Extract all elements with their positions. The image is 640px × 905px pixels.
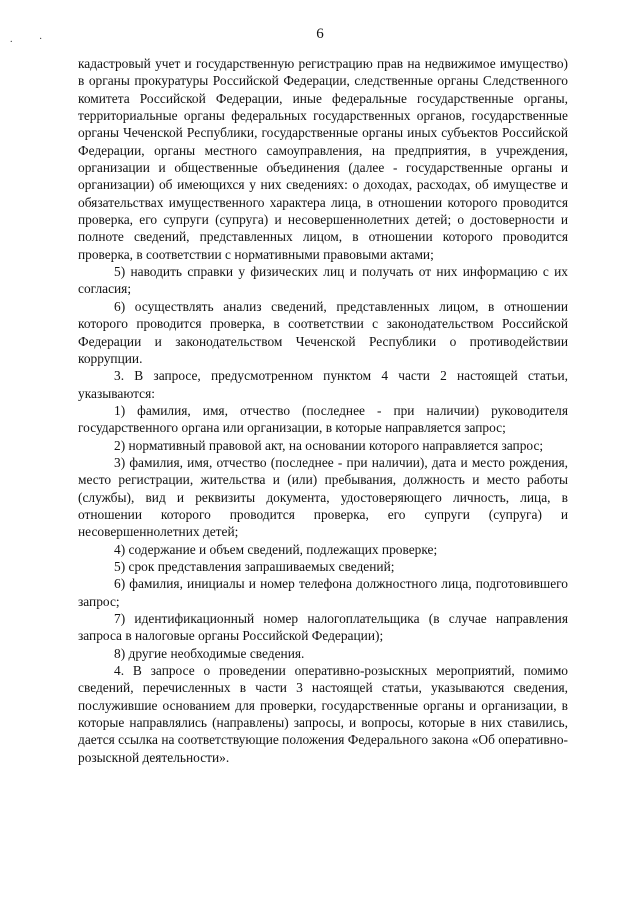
paragraph-part-3-item-6: 6) фамилия, инициалы и номер телефона должностного лица, подготовившего запрос; xyxy=(78,576,568,609)
paragraph-part-3-item-2: 2) нормативный правовой акт, на основании которого направляется запрос; xyxy=(114,437,544,453)
paragraph-item-6-analysis: 6) осуществлять анализ сведений, представленных лицом, в отношении которого проводится проверка, в соответствии с законодательством Российской Федерации и законодательством Чеченской Республики о противодействии коррупции. xyxy=(78,298,568,366)
paragraph-part-4: 4. В запросе о проведении оперативно-розыскных мероприятий, помимо сведений, перечисленных в части 3 настоящей статьи, указываются сведения, послужившие основанием для проверки, государственные органы и организации, в которые направлялись (направлены) запросы, и вопросы, которые в них ставились, дается ссылка на соответствующие положения Федерального закона «Об оперативно-розыскной деятельности». xyxy=(78,663,568,765)
paragraph-part-3-item-7: 7) идентификационный номер налогоплательщика (в случае направления запроса в налоговые органы Российской Федерации); xyxy=(78,611,568,644)
paragraph-part-3-item-5: 5) срок представления запрашиваемых сведений; xyxy=(114,558,395,574)
paragraph-part-3-item-3: 3) фамилия, имя, отчество (последнее - при наличии), дата и место рождения, место регистрации, жительства и (или) пребывания, должность и место работы (службы), вид и реквизиты документа, удостоверяющего личность, лица, в отношении которого проводится проверка, его супруги (супруга) и несовершеннолетних детей; xyxy=(78,454,568,540)
paragraph-item-5-inquiries: 5) наводить справки у физических лиц и получать от них информацию с их согласия; xyxy=(78,264,568,297)
paragraph-part-3-item-8: 8) другие необходимые сведения. xyxy=(114,645,305,661)
paragraph-part-3-item-4: 4) содержание и объем сведений, подлежащих проверке; xyxy=(114,541,438,557)
paragraph-continuation: кадастровый учет и государственную регистрацию прав на недвижимое имущество) в органы прокуратуры Российской Федерации, следственные органы Следственного комитета Российской Федерации, иные федеральные государственные органы, территориальные органы федеральных государственных органов, государственные органы Чеченской Республики, государственные органы иных субъектов Российской Федерации, органы местного самоуправления, на предприятия, в учреждения, организации и общественные объединения (далее - государственные органы и организации) об имеющихся у них сведениях: о доходах, расходах, об имуществе и обязательствах имущественного характера лица, в отношении которого проводится проверка, его супруги (супруга) и несовершеннолетних детей; о достоверности и полноте сведений, представленных лицом, в отношении которого проводится проверка, в соответствии с нормативными правовыми актами; xyxy=(78,56,568,262)
paragraph-part-3-heading: 3. В запросе, предусмотренном пунктом 4 части 2 настоящей статьи, указываются: xyxy=(78,368,568,401)
scan-margin-marks: . · xyxy=(10,34,55,45)
document-body xyxy=(78,55,568,766)
page-number: 6 xyxy=(316,26,324,42)
paragraph-part-3-item-1: 1) фамилия, имя, отчество (последнее - при наличии) руководителя государственного органа или организации, в которые направляется запрос; xyxy=(78,402,568,436)
